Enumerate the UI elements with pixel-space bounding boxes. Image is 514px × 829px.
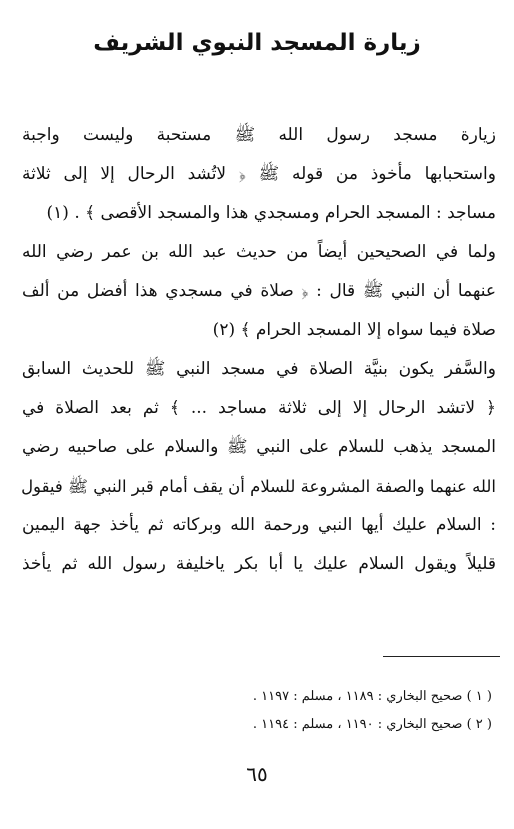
text-line: عنهما أن النبي ﷺ قال : ﴿ صلاة في مسجدي هذا أفضل من ألف: [22, 281, 496, 301]
text-line: ولما في الصحيحين أيضاً من حديث عبد الله بن عمر رضي الله: [22, 242, 496, 262]
footnote: ( ١ ) صحيح البخاري : ١١٨٩ ، مسلم : ١١٩٧ .: [252, 689, 492, 704]
text-line: زيارة مسجد رسول الله ﷺ مستحبة وليست واجبة: [22, 125, 496, 145]
text-line: صلاة فيما سواه إلا المسجد الحرام ﴾ (٢): [212, 320, 496, 340]
page-number: ٦٥: [246, 762, 268, 786]
footnotes: [22, 683, 492, 739]
footnote: ( ٢ ) صحيح البخاري : ١١٩٠ ، مسلم : ١١٩٤ .: [252, 717, 492, 732]
text-line: واستحبابها مأخوذ من قوله ﷺ ﴿ لاتُشد الرحال إلا إلى ثلاثة: [22, 164, 496, 184]
footnote-divider: [383, 656, 500, 657]
text-line: مساجد : المسجد الحرام ومسجدي هذا والمسجد الأقصى ﴾ . (١): [46, 203, 496, 223]
page-title: زيارة المسجد النبوي الشريف: [93, 30, 421, 56]
text-line: والسَّفر يكون بنيَّة الصلاة في مسجد النبي ﷺ للحديث السابق: [22, 359, 496, 379]
text-line: : السلام عليك أيها النبي ورحمة الله وبركاته ثم يأخذ جهة اليمين: [22, 515, 496, 535]
text-line: المسجد يذهب للسلام على النبي ﷺ والسلام على صاحبيه رضي: [22, 437, 496, 457]
text-line: ﴿ لاتشد الرحال إلا إلى ثلاثة مساجد ... ﴾ ثم بعد الصلاة في: [22, 398, 496, 418]
body-text: [22, 116, 496, 584]
text-line: الله عنهما والصفة المشروعة للسلام أن يقف أمام قبر النبي ﷺ فيقول: [21, 477, 496, 496]
text-line: قليلاً ويقول السلام عليك يا أبا بكر ياخليفة رسول الله ثم يأخذ: [22, 554, 496, 574]
